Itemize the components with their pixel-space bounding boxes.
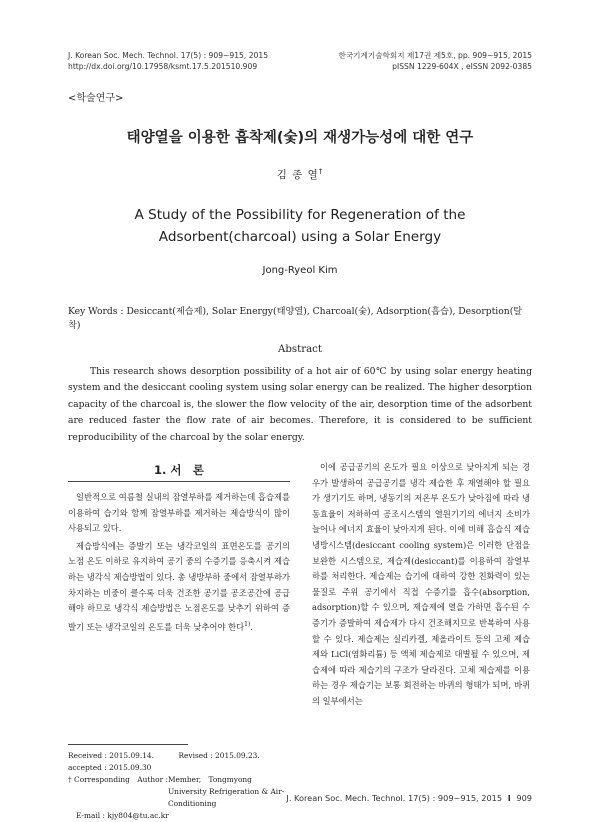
accepted-date: accepted : 2015.09.30 (68, 763, 152, 772)
paper-title-korean: 태양열을 이용한 흡착제(숯)의 재생가능성에 대한 연구 (126, 130, 474, 146)
abstract-body: This research shows desorption possibility of a hot air of 60℃ by using solar energy heating system and the desiccant cooling system using solar energy can be realized. The higher desorption capacity of the charcoal is, the slower the flow velocity of the air, desorption time of the adsorbent are reduced faster the flow rate of air becomes. Therefore, it is considered to be sufficient reproducibility of the charcoal by the solar energy. (68, 366, 532, 443)
paragraph: 일반적으로 여름철 실내의 잠열부하를 제거하는데 흡습제를 이용하여 습기와 함께 잠열부하를 제거하는 제습방식이 많이 사용되고 있다. (68, 492, 290, 534)
left-column-body (68, 490, 290, 637)
page-number: 909 (516, 793, 532, 803)
keywords: Key Words : Desiccant(제습제), Solar Energy(태양열), Charcoal(숯), Adsorption(흡습), Desorption(탈착) (68, 306, 523, 331)
footnote-divider (68, 744, 188, 745)
received-dates: Received : 2015.09.14. Revised : 2015.09.23. (68, 751, 260, 760)
title-en-line1: A Study of the Possibility for Regeneration of the (134, 207, 466, 223)
title-en-line2: Adsorbent(charcoal) using a Solar Energy (158, 229, 442, 245)
footnotes (68, 750, 290, 822)
footer-citation: J. Korean Soc. Mech. Technol. 17(5) : 909~915, 2015 (286, 793, 503, 803)
author-korean (0, 167, 600, 182)
paragraph: 제습방식에는 증발기 또는 냉각코일의 표면온도를 공기의 노점 온도 이하로 유지하여 공기 중의 수증기를 응축시켜 제습하는 냉각식 제습방법이 있다. 총 냉방부하 중에서 잠열부하가 차지하는 비중이 클수록 더욱 건조한 공기를 공조공간에 공급해야 하므로 냉각식 제습방법은 노점온도를 낮추기 위하여 증발기 또는 냉각코일의 온도를 더욱 낮추어야 한다$^{1)}$. (68, 540, 290, 632)
journal-citation: J. Korean Soc. Mech. Technol. 17(5) : 909~915, 2015 (68, 51, 269, 60)
email[interactable]: E-mail : kjy804@tu.ac.kr (76, 811, 169, 820)
corresponding-author: † Corresponding Author : Member, Tongmyong University Refrigeration & Air-Conditioning (68, 775, 285, 808)
section-1-heading: 1. 서 론 (153, 463, 205, 477)
abstract-heading: Abstract (278, 344, 322, 355)
issn: pISSN 1229-604X , eISSN 2092-0385 (392, 62, 532, 71)
journal-header-left (68, 50, 268, 72)
citation-ref[interactable]: 1) (244, 620, 251, 628)
journal-header-right (339, 50, 532, 72)
footer-separator: Ⅰ (507, 793, 511, 803)
article-type-label: <학술연구> (68, 93, 124, 104)
author-name-ko: 김 종 열 (276, 169, 319, 181)
section-divider (68, 481, 290, 482)
author-english: Jong-Ryeol Kim (262, 265, 338, 276)
right-column-body: 이에 공급공기의 온도가 필요 이상으로 낮아지게 되는 경우가 발생하여 공급공기를 냉각 제습한 후 재열해야 할 필요가 생기기도 하며, 냉동기의 저온부 온도가 낮아짐에 따라 냉동효율이 저하하여 공조시스템의 열원기기의 에너지 소비가 늘어나 에너지 효율이 낮아지게 된다. 이에 비해 흡습식 제습 냉방시스템(desiccant cooling system)은 이러한 단점을 보완한 시스템으로, 제습제(desiccant)를 이용하여 잠열부하를 처리한다. 제습제는 습기에 대하여 강한 친화력이 있는 물질로 주위 공기에서 직접 수증기를 흡수(absorption, adsorption)할 수 있으며, 제습제에 열을 가하면 흡수된 수증기가 증발하여 제습제가 다시 건조해지므로 반복하여 사용할 수 있다. 제습제는 실리카겔, 제올라이트 등의 고체 제습제와 LiCl(염화리튬) 등 액체 제습제로 대별될 수 있으며, 제습제에 따라 제습기의 구조가 달라진다. 고체 제습제를 이용하는 경우 제습기는 보통 회전하는 바퀴의 형태가 되며, 바퀴의 일부에서는 (312, 462, 530, 706)
page-footer (286, 793, 532, 803)
paper-title-english (60, 204, 540, 248)
doi-link[interactable]: http://dx.doi.org/10.17958/ksmt.17.5.201510.909 (68, 62, 258, 71)
journal-citation-ko: 한국기계기술학회지 제17권 제5호, pp. 909~915, 2015 (338, 51, 532, 60)
corresponding-mark: † (318, 167, 324, 176)
